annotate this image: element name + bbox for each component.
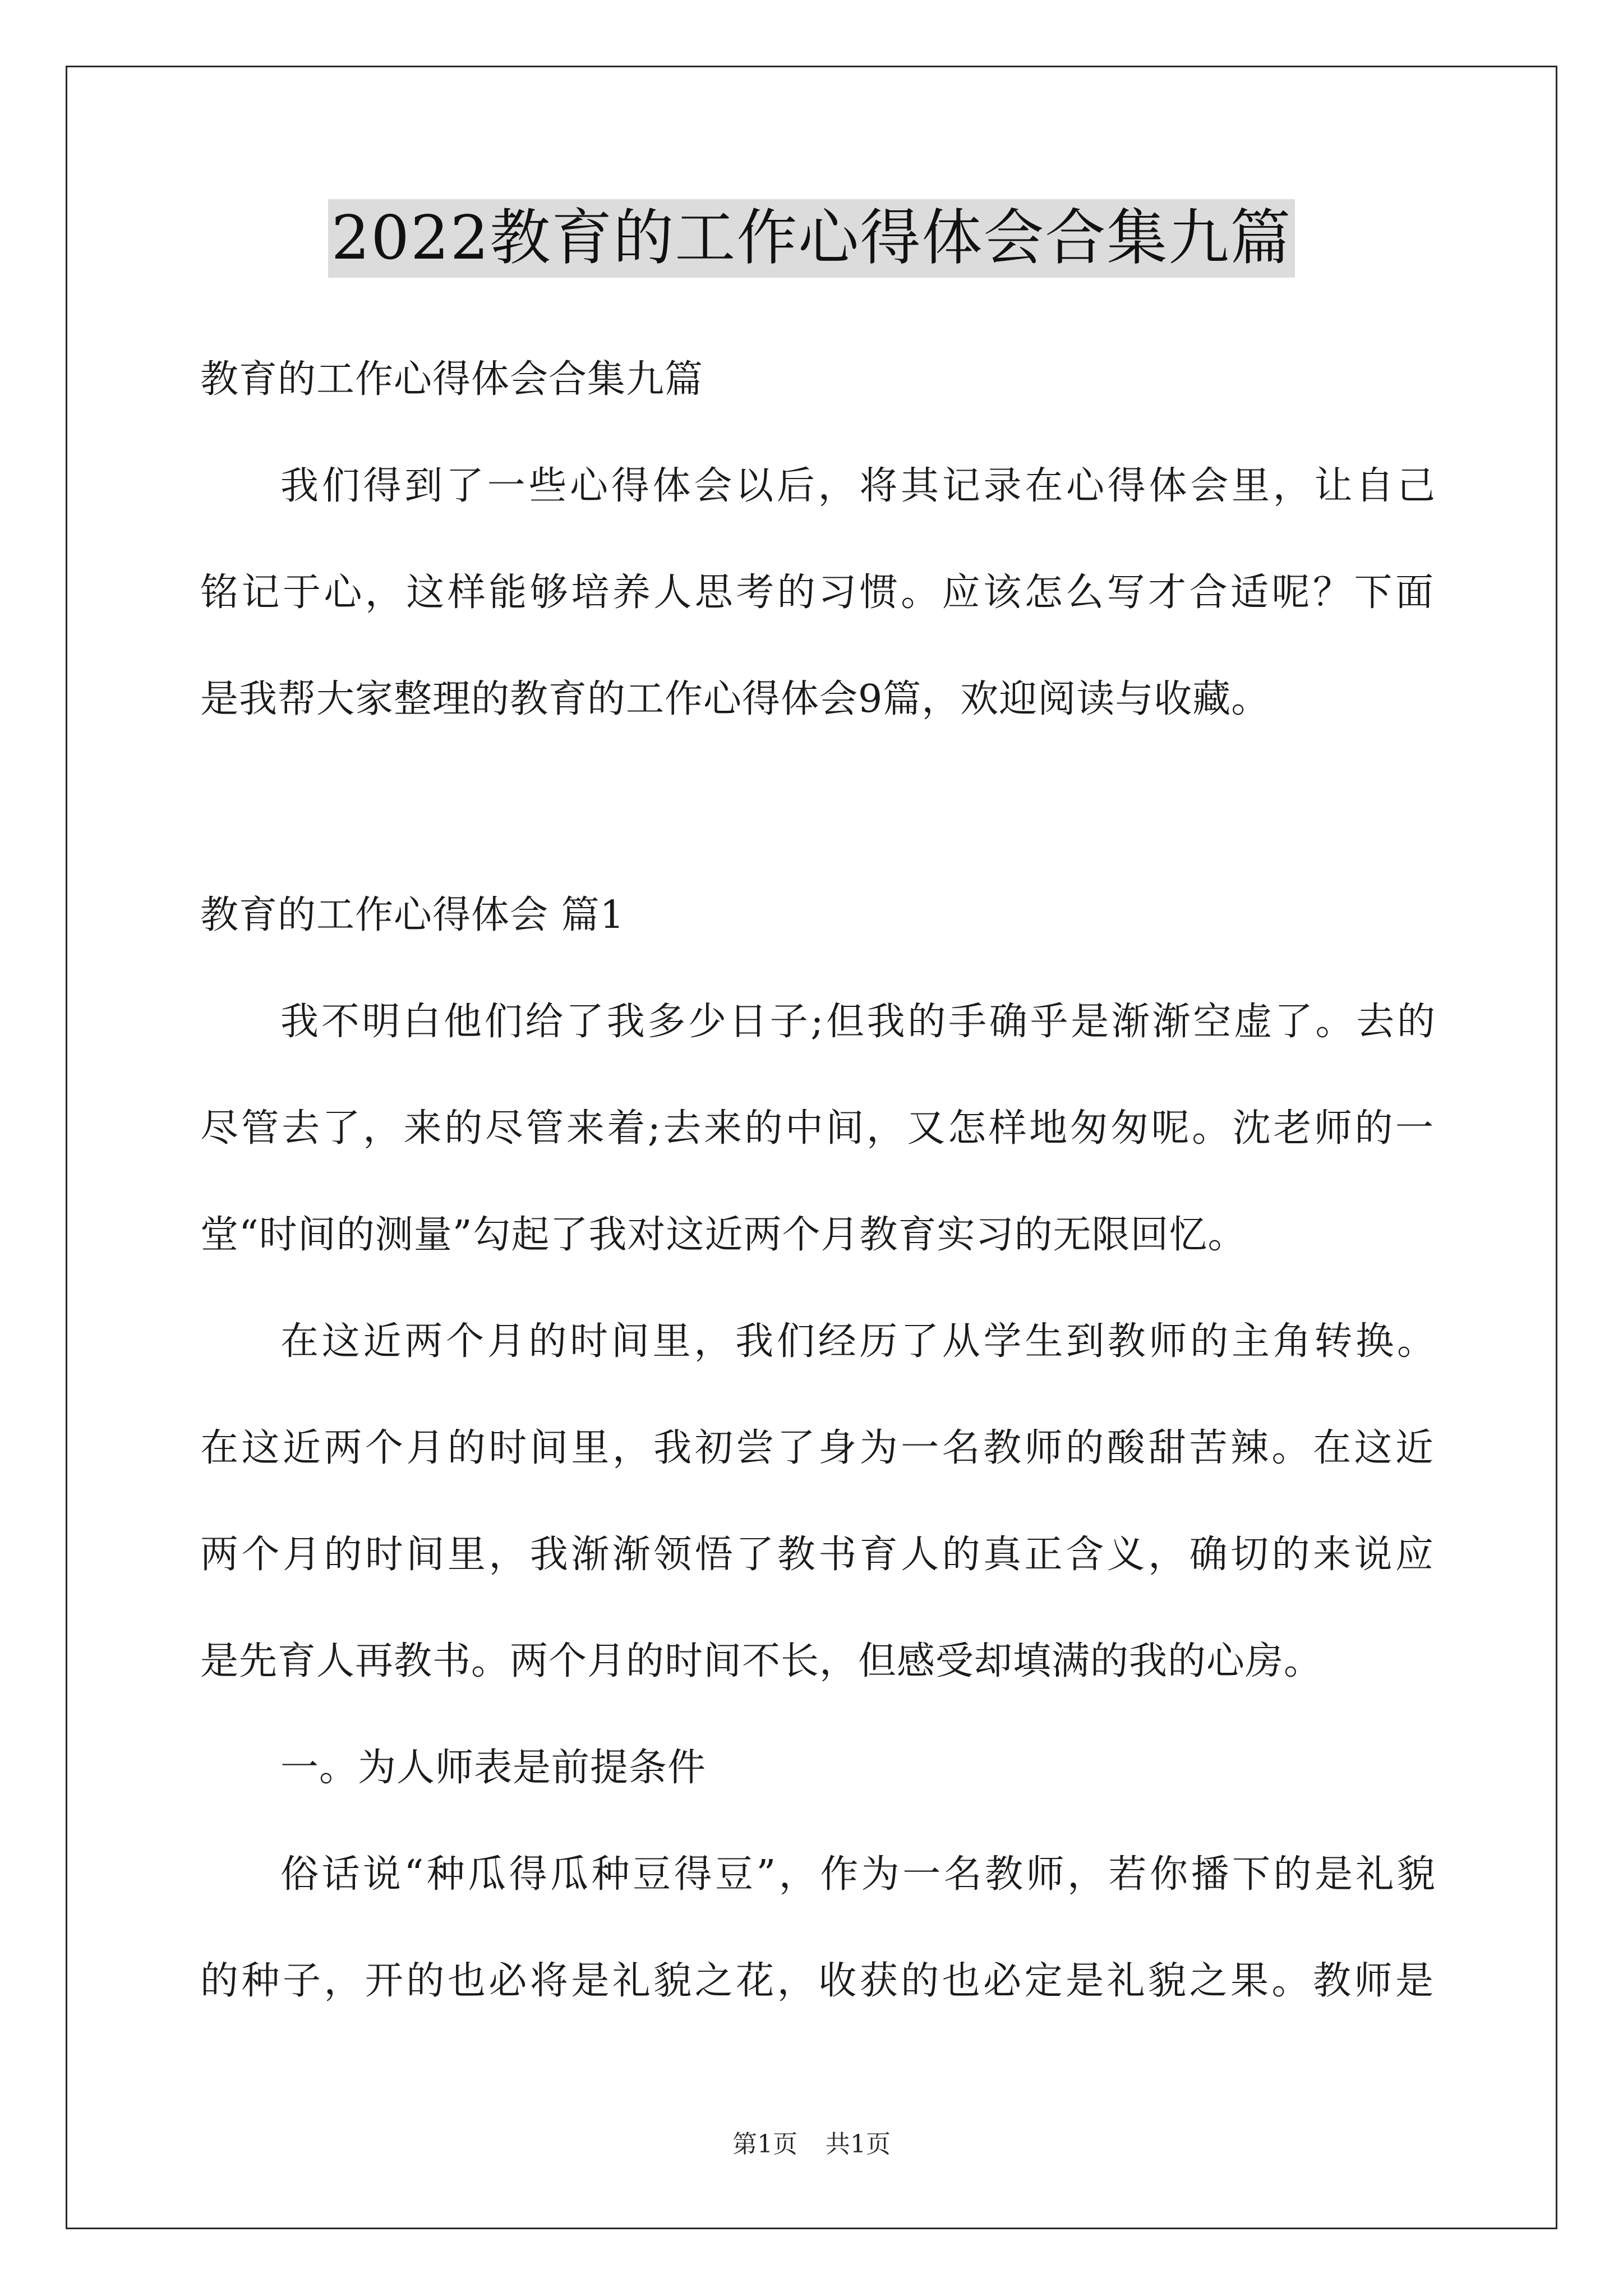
page-footer bbox=[0, 2129, 1623, 2160]
para2-line-1: 在这近两个月的时间里，我们经历了从学生到教师的主角转换。 bbox=[280, 1319, 1436, 1364]
intro-line-2: 铭记于心，这样能够培养人思考的习惯。应该怎么写才合适呢？下面 bbox=[200, 570, 1434, 615]
para1-line-3: 堂“时间的测量”勾起了我对这近两个月教育实习的无限回忆。 bbox=[200, 1213, 1247, 1257]
section-heading: 教育的工作心得体会 篇1 bbox=[200, 893, 625, 937]
page-number: 第1页 bbox=[732, 2130, 797, 2159]
intro-line-1: 我们得到了一些心得体会以后，将其记录在心得体会里，让自己 bbox=[280, 464, 1436, 508]
para3-line-1: 俗话说“种瓜得瓜种豆得豆”，作为一名教师，若你播下的是礼貌 bbox=[280, 1852, 1436, 1897]
document-subtitle: 教育的工作心得体会合集九篇 bbox=[200, 357, 704, 402]
point1-heading: 一。为人师表是前提条件 bbox=[280, 1746, 707, 1790]
para2-line-4: 是先育人再教书。两个月的时间不长，但感受却填满的我的心房。 bbox=[200, 1639, 1323, 1683]
para3-line-2: 的种子，开的也必将是礼貌之花，收获的也必定是礼貌之果。教师是 bbox=[200, 1959, 1434, 2003]
document-title: 2022教育的工作心得体会合集九篇 bbox=[328, 199, 1295, 278]
para1-line-1: 我不明白他们给了我多少日子;但我的手确乎是渐渐空虚了。去的 bbox=[280, 1000, 1436, 1044]
para1-line-2: 尽管去了，来的尽管来着;去来的中间，又怎样地匆匆呢。沈老师的一 bbox=[200, 1106, 1434, 1151]
title-container bbox=[0, 199, 1623, 278]
para2-line-3: 两个月的时间里，我渐渐领悟了教书育人的真正含义，确切的来说应 bbox=[200, 1533, 1434, 1577]
para2-line-2: 在这近两个月的时间里，我初尝了身为一名教师的酸甜苦辣。在这近 bbox=[200, 1426, 1434, 1470]
intro-line-3: 是我帮大家整理的教育的工作心得体会9篇，欢迎阅读与收藏。 bbox=[200, 677, 1270, 721]
page-total: 共1页 bbox=[826, 2130, 891, 2159]
